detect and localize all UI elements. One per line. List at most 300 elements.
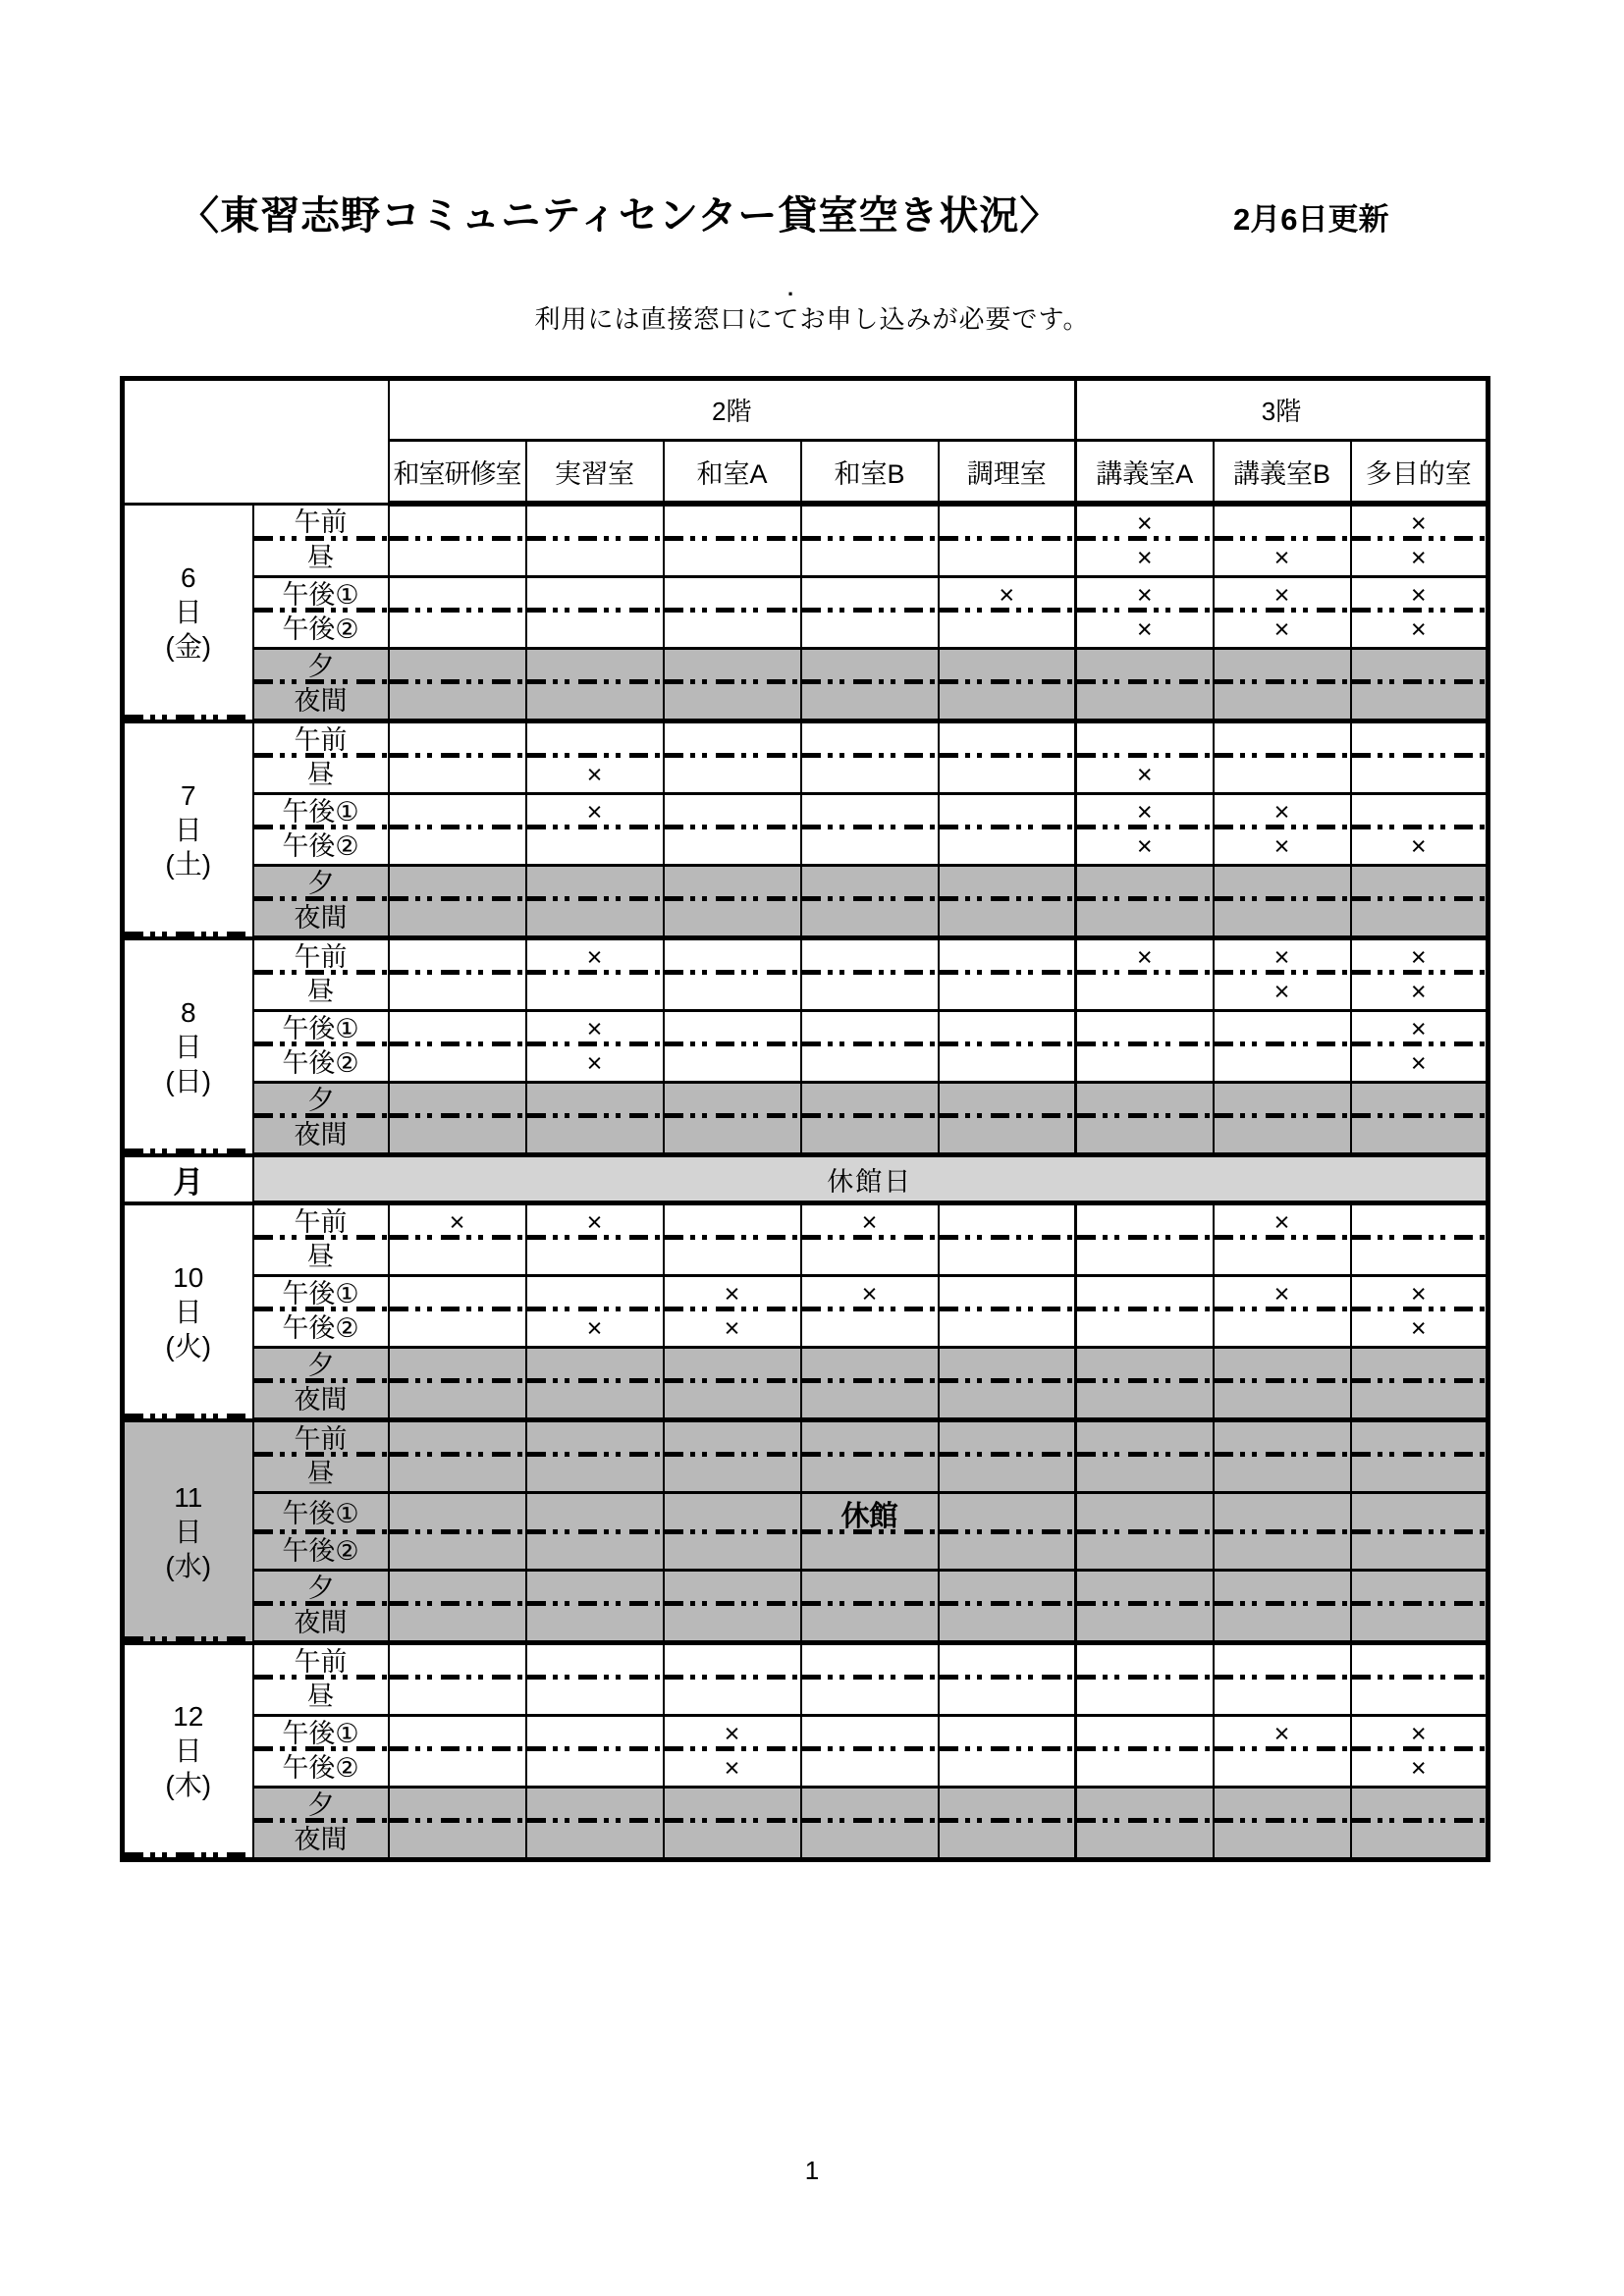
availability-cell (939, 1118, 1076, 1155)
availability-cell (526, 613, 664, 649)
availability-cell (1076, 1383, 1214, 1420)
availability-cell-booked: × (1351, 1046, 1489, 1083)
availability-cell (664, 1046, 801, 1083)
availability-cell (801, 1823, 939, 1860)
availability-cell-booked: × (1076, 938, 1214, 976)
availability-cell (939, 1534, 1076, 1571)
availability-cell (1076, 1606, 1214, 1643)
availability-cell (801, 613, 939, 649)
availability-cell (664, 577, 801, 614)
time-slot-row (123, 504, 1489, 541)
availability-cell (1214, 1823, 1351, 1860)
availability-cell-booked: × (1214, 1203, 1351, 1241)
availability-cell (801, 1788, 939, 1824)
time-slot-label: 夕 (253, 649, 389, 685)
availability-cell (939, 504, 1076, 541)
time-slot-row (123, 1823, 1489, 1860)
availability-table-body (123, 504, 1489, 1860)
availability-cell (526, 1240, 664, 1276)
availability-cell (526, 1606, 664, 1643)
availability-cell (801, 684, 939, 721)
availability-cell (1214, 1680, 1351, 1716)
date-cell: 6 日 (金) (123, 504, 253, 721)
room-header: 講義室A (1076, 441, 1214, 505)
time-slot-row (123, 1240, 1489, 1276)
availability-cell (939, 684, 1076, 721)
date-cell: 8 日 (日) (123, 938, 253, 1155)
availability-cell (1214, 1083, 1351, 1119)
availability-cell (801, 1493, 939, 1535)
time-slot-row (123, 577, 1489, 614)
time-slot-row (123, 1606, 1489, 1643)
availability-cell (1076, 975, 1214, 1011)
availability-cell (389, 1823, 526, 1860)
availability-cell-booked: × (1351, 975, 1489, 1011)
time-slot-label: 夜間 (253, 1118, 389, 1155)
time-slot-row (123, 649, 1489, 685)
availability-cell (1076, 649, 1214, 685)
availability-cell (526, 1420, 664, 1458)
availability-cell (664, 1680, 801, 1716)
availability-cell (664, 794, 801, 830)
availability-cell (1076, 684, 1214, 721)
availability-cell (801, 721, 939, 759)
time-slot-row (123, 1643, 1489, 1681)
time-slot-label: 夜間 (253, 901, 389, 938)
availability-cell (389, 1534, 526, 1571)
room-header: 多目的室 (1351, 441, 1489, 505)
availability-cell (939, 1457, 1076, 1493)
availability-cell (664, 1011, 801, 1047)
availability-cell (939, 1606, 1076, 1643)
availability-cell-booked: × (1214, 794, 1351, 830)
availability-cell-booked: × (1214, 613, 1351, 649)
availability-cell (801, 1046, 939, 1083)
availability-cell (1351, 1420, 1489, 1458)
availability-cell (1351, 1643, 1489, 1681)
availability-cell (801, 901, 939, 938)
availability-cell (664, 1823, 801, 1860)
availability-cell-booked: × (1076, 577, 1214, 614)
availability-cell-booked: × (664, 1716, 801, 1752)
availability-cell (1214, 1046, 1351, 1083)
availability-cell (939, 758, 1076, 794)
date-cell: 10 日 (火) (123, 1203, 253, 1420)
room-header: 和室研修室 (389, 441, 526, 505)
availability-table-wrap (120, 376, 1490, 1862)
time-slot-row (123, 829, 1489, 866)
availability-cell (664, 866, 801, 902)
closed-day-banner: 休館日 (253, 1155, 1489, 1203)
availability-cell (1214, 721, 1351, 759)
availability-cell (664, 1534, 801, 1571)
availability-cell (526, 1680, 664, 1716)
availability-cell (526, 1716, 664, 1752)
availability-cell (389, 829, 526, 866)
availability-cell-booked: × (801, 1276, 939, 1312)
availability-cell (1351, 758, 1489, 794)
availability-cell (1351, 1823, 1489, 1860)
availability-cell-booked: × (526, 1311, 664, 1348)
availability-cell (664, 1606, 801, 1643)
time-slot-label: 夕 (253, 1788, 389, 1824)
availability-cell (801, 1457, 939, 1493)
availability-cell (939, 1348, 1076, 1384)
availability-cell (801, 577, 939, 614)
time-slot-row (123, 1203, 1489, 1241)
availability-cell (1076, 721, 1214, 759)
date-cell: 月 (123, 1155, 253, 1203)
availability-cell (389, 1571, 526, 1607)
time-slot-row (123, 901, 1489, 938)
availability-cell (1351, 1571, 1489, 1607)
availability-cell-booked: × (1351, 577, 1489, 614)
availability-cell (526, 684, 664, 721)
availability-cell (526, 1751, 664, 1788)
availability-cell (939, 1203, 1076, 1241)
availability-cell (389, 1311, 526, 1348)
availability-cell-booked: × (1351, 1311, 1489, 1348)
availability-cell (389, 1457, 526, 1493)
time-slot-row (123, 1083, 1489, 1119)
room-header: 実習室 (526, 441, 664, 505)
availability-cell (389, 1643, 526, 1681)
time-slot-label: 夜間 (253, 1606, 389, 1643)
page-number: 1 (804, 2156, 820, 2185)
availability-cell (1076, 1046, 1214, 1083)
availability-cell (1351, 1493, 1489, 1535)
availability-cell (801, 1716, 939, 1752)
time-slot-row (123, 758, 1489, 794)
availability-cell (1076, 1203, 1214, 1241)
availability-cell (1351, 1203, 1489, 1241)
availability-cell-booked: × (801, 1203, 939, 1241)
availability-cell (526, 1383, 664, 1420)
availability-cell (389, 1046, 526, 1083)
availability-cell (526, 721, 664, 759)
availability-cell (939, 1716, 1076, 1752)
availability-cell (389, 758, 526, 794)
availability-cell (801, 866, 939, 902)
availability-cell-booked: × (1214, 938, 1351, 976)
availability-cell (526, 829, 664, 866)
availability-cell (939, 1276, 1076, 1312)
availability-cell-booked: × (1214, 829, 1351, 866)
availability-cell (801, 1011, 939, 1047)
availability-cell (1214, 1348, 1351, 1384)
time-slot-row (123, 1311, 1489, 1348)
availability-cell (939, 1751, 1076, 1788)
availability-cell (389, 541, 526, 577)
availability-cell (389, 1606, 526, 1643)
availability-cell (1076, 1680, 1214, 1716)
availability-cell (939, 1311, 1076, 1348)
availability-cell (939, 613, 1076, 649)
time-slot-row (123, 1788, 1489, 1824)
availability-cell (801, 1571, 939, 1607)
availability-cell (526, 541, 664, 577)
availability-cell (801, 649, 939, 685)
availability-cell-booked: × (1076, 794, 1214, 830)
availability-cell (801, 1606, 939, 1643)
availability-cell (1351, 1083, 1489, 1119)
availability-cell-booked: × (1214, 541, 1351, 577)
availability-cell (1076, 1118, 1214, 1155)
availability-cell-booked: × (1076, 829, 1214, 866)
availability-cell (939, 541, 1076, 577)
availability-cell-booked: × (1351, 1751, 1489, 1788)
availability-cell (1214, 504, 1351, 541)
update-date: 2月6日更新 (1233, 202, 1389, 237)
availability-cell (389, 1118, 526, 1155)
time-slot-label: 夕 (253, 1083, 389, 1119)
availability-cell-booked: × (1351, 829, 1489, 866)
availability-cell (1076, 901, 1214, 938)
availability-cell-booked: × (526, 1203, 664, 1241)
availability-cell-booked: × (1076, 541, 1214, 577)
date-cell: 7 日 (土) (123, 721, 253, 938)
time-slot-row (123, 1118, 1489, 1155)
availability-cell (1351, 1118, 1489, 1155)
availability-cell (664, 901, 801, 938)
availability-cell (526, 1571, 664, 1607)
availability-cell (1214, 1493, 1351, 1535)
availability-cell-booked: × (526, 938, 664, 976)
time-slot-label: 午後① (253, 1716, 389, 1752)
time-slot-label: 夕 (253, 1571, 389, 1607)
availability-cell (1351, 1348, 1489, 1384)
availability-cell (526, 504, 664, 541)
time-slot-row (123, 1420, 1489, 1458)
availability-cell (801, 1420, 939, 1458)
availability-cell (1076, 1348, 1214, 1384)
availability-cell (664, 938, 801, 976)
time-slot-row (123, 794, 1489, 830)
availability-cell-booked: × (1351, 504, 1489, 541)
availability-cell (801, 541, 939, 577)
availability-cell (1351, 1606, 1489, 1643)
availability-cell (801, 1083, 939, 1119)
availability-cell (939, 1046, 1076, 1083)
availability-cell (664, 1420, 801, 1458)
time-slot-row (123, 1534, 1489, 1571)
availability-cell (526, 1118, 664, 1155)
room-header: 和室A (664, 441, 801, 505)
availability-cell (939, 1823, 1076, 1860)
availability-cell (1076, 1571, 1214, 1607)
time-slot-label: 午前 (253, 1643, 389, 1681)
time-slot-label: 夕 (253, 866, 389, 902)
availability-cell-booked: × (389, 1203, 526, 1241)
availability-cell (389, 1788, 526, 1824)
availability-cell (939, 1643, 1076, 1681)
availability-cell (526, 1788, 664, 1824)
time-slot-row (123, 1751, 1489, 1788)
stray-dot: . (787, 276, 794, 300)
availability-cell (1214, 1571, 1351, 1607)
availability-cell (1076, 1823, 1214, 1860)
floor-header-2f: 2階 (389, 379, 1076, 441)
availability-cell (664, 1240, 801, 1276)
availability-cell (664, 1203, 801, 1241)
availability-cell (1076, 866, 1214, 902)
time-slot-label: 午後② (253, 613, 389, 649)
time-slot-row (123, 1276, 1489, 1312)
availability-cell (664, 684, 801, 721)
time-slot-label: 午後① (253, 1011, 389, 1047)
availability-cell (1351, 1457, 1489, 1493)
date-cell: 12 日 (木) (123, 1643, 253, 1860)
availability-cell (389, 1493, 526, 1535)
availability-cell-booked: × (1351, 1716, 1489, 1752)
availability-cell (801, 1751, 939, 1788)
time-slot-row (123, 1457, 1489, 1493)
room-header: 調理室 (939, 441, 1076, 505)
availability-cell (664, 1788, 801, 1824)
availability-cell (801, 794, 939, 830)
time-slot-row (123, 1348, 1489, 1384)
availability-cell-booked: × (1076, 613, 1214, 649)
availability-cell (389, 1276, 526, 1312)
availability-cell (1351, 1788, 1489, 1824)
availability-cell (1351, 649, 1489, 685)
time-slot-label: 午後① (253, 1493, 389, 1535)
availability-cell (1214, 1606, 1351, 1643)
availability-cell (664, 1643, 801, 1681)
availability-cell (939, 938, 1076, 976)
availability-cell (1214, 684, 1351, 721)
availability-cell (664, 721, 801, 759)
availability-cell-booked: × (526, 794, 664, 830)
availability-cell (1214, 1420, 1351, 1458)
availability-cell (389, 649, 526, 685)
availability-cell (939, 1571, 1076, 1607)
availability-cell-booked: × (939, 577, 1076, 614)
availability-cell (801, 829, 939, 866)
availability-cell (526, 1276, 664, 1312)
availability-cell (1076, 1643, 1214, 1681)
availability-cell (1076, 1011, 1214, 1047)
time-slot-row (123, 684, 1489, 721)
availability-cell (939, 1420, 1076, 1458)
availability-cell-booked: × (664, 1311, 801, 1348)
availability-cell (1214, 866, 1351, 902)
availability-cell (526, 975, 664, 1011)
availability-cell (389, 684, 526, 721)
availability-cell (664, 1571, 801, 1607)
availability-cell (939, 975, 1076, 1011)
availability-cell (1076, 1493, 1214, 1535)
availability-cell (1214, 1534, 1351, 1571)
availability-cell (526, 577, 664, 614)
time-slot-row (123, 1383, 1489, 1420)
availability-cell (939, 794, 1076, 830)
page-title: 〈東習志野コミュニティセンター貸室空き状況〉 (180, 194, 1060, 238)
availability-cell-booked: × (1214, 1276, 1351, 1312)
time-slot-label: 夜間 (253, 1383, 389, 1420)
availability-cell-booked: × (1351, 1276, 1489, 1312)
availability-cell (1076, 1457, 1214, 1493)
availability-cell (1351, 684, 1489, 721)
availability-cell (801, 1534, 939, 1571)
availability-cell (801, 975, 939, 1011)
availability-cell-booked: × (1076, 758, 1214, 794)
availability-cell (664, 758, 801, 794)
availability-cell (389, 975, 526, 1011)
availability-cell (664, 1493, 801, 1535)
time-slot-label: 昼 (253, 1240, 389, 1276)
time-slot-label: 午前 (253, 1203, 389, 1241)
availability-cell (389, 938, 526, 976)
availability-cell (1351, 901, 1489, 938)
availability-cell (664, 975, 801, 1011)
time-slot-label: 昼 (253, 1457, 389, 1493)
time-slot-label: 午後① (253, 1276, 389, 1312)
time-slot-label: 夜間 (253, 684, 389, 721)
availability-cell (939, 866, 1076, 902)
availability-cell (939, 1383, 1076, 1420)
availability-cell (1214, 1643, 1351, 1681)
availability-cell (664, 1118, 801, 1155)
time-slot-row (123, 1493, 1489, 1535)
time-slot-label: 午前 (253, 504, 389, 541)
availability-cell (801, 1643, 939, 1681)
availability-cell (1076, 1276, 1214, 1312)
availability-cell (801, 1240, 939, 1276)
availability-cell (1214, 649, 1351, 685)
time-slot-label: 午後① (253, 577, 389, 614)
availability-cell (1214, 1788, 1351, 1824)
time-slot-label: 午前 (253, 721, 389, 759)
time-slot-label: 午後② (253, 1751, 389, 1788)
availability-cell (939, 649, 1076, 685)
availability-cell (526, 1457, 664, 1493)
availability-cell (389, 1240, 526, 1276)
availability-cell (664, 829, 801, 866)
availability-cell-booked: × (1351, 613, 1489, 649)
availability-cell (801, 758, 939, 794)
availability-cell (1214, 1383, 1351, 1420)
availability-cell (389, 794, 526, 830)
availability-cell (526, 1643, 664, 1681)
availability-cell (389, 866, 526, 902)
room-header: 和室B (801, 441, 939, 505)
time-slot-row (123, 1571, 1489, 1607)
room-header: 講義室B (1214, 441, 1351, 505)
availability-cell (1076, 1716, 1214, 1752)
availability-cell-booked: × (526, 1011, 664, 1047)
availability-cell (1214, 1118, 1351, 1155)
availability-cell (801, 1311, 939, 1348)
availability-cell (1351, 1534, 1489, 1571)
availability-cell (664, 649, 801, 685)
availability-cell (526, 1348, 664, 1384)
closed-block-label: 休館 (840, 1501, 898, 1532)
availability-cell (389, 1716, 526, 1752)
availability-cell (1076, 1240, 1214, 1276)
availability-cell (1076, 1534, 1214, 1571)
availability-cell (939, 1788, 1076, 1824)
time-slot-row (123, 541, 1489, 577)
availability-cell (939, 1680, 1076, 1716)
availability-cell (526, 649, 664, 685)
availability-cell (801, 1348, 939, 1384)
availability-cell (389, 1011, 526, 1047)
time-slot-label: 午後② (253, 829, 389, 866)
time-slot-label: 午後② (253, 1534, 389, 1571)
time-slot-label: 昼 (253, 975, 389, 1011)
availability-cell (1076, 1311, 1214, 1348)
